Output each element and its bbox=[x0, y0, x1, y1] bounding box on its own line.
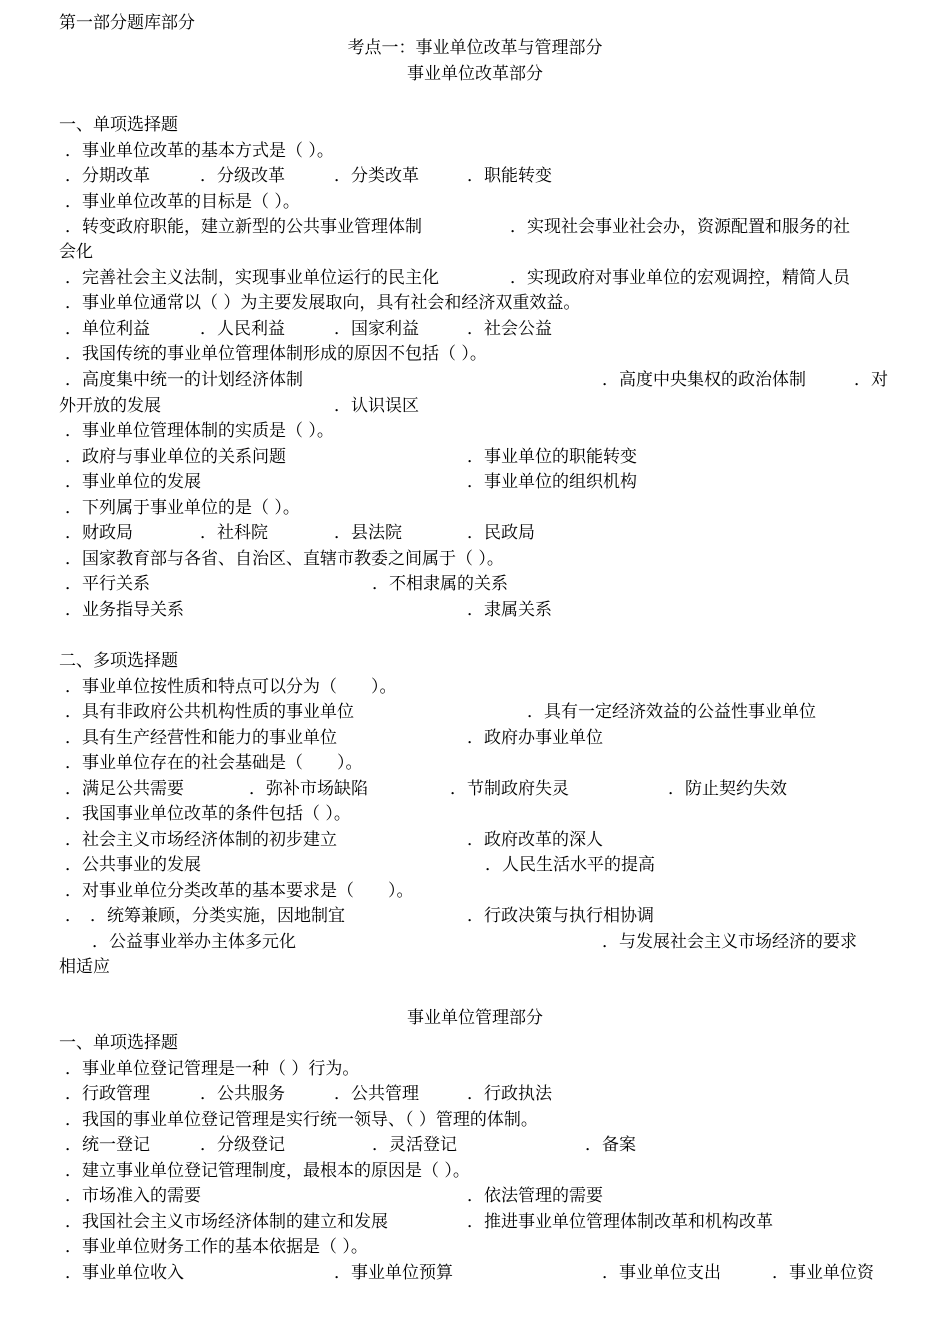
option-a: ．单位利益 bbox=[65, 319, 150, 339]
option-b: ．人民利益 bbox=[200, 319, 285, 339]
option-c: ．灵活登记 bbox=[372, 1135, 457, 1155]
option-a: ．转变政府职能，建立新型的公共事业管理体制 bbox=[65, 217, 422, 237]
option-c: ．公益事业举办主体多元化 bbox=[92, 932, 296, 952]
option-d: ．防止契约失效 bbox=[668, 779, 787, 799]
option-lead-mark: ． bbox=[65, 906, 82, 926]
option-d: ．事业单位资 bbox=[772, 1263, 874, 1283]
option-a: ．社会主义市场经济体制的初步建立 bbox=[65, 830, 337, 850]
option-d: ．与发展社会主义市场经济的要求 bbox=[602, 932, 857, 952]
option-a: ．事业单位收入 bbox=[65, 1263, 184, 1283]
option-c: ．县法院 bbox=[334, 523, 402, 543]
option-a: ．市场准入的需要 bbox=[65, 1186, 201, 1206]
question-stem: ．事业单位财务工作的基本依据是（ ）。 bbox=[65, 1237, 368, 1257]
option-c: ．事业单位支出 bbox=[602, 1263, 721, 1283]
option-d: ．认识误区 bbox=[334, 396, 419, 416]
option-c: ．完善社会主义法制，实现事业单位运行的民主化 bbox=[65, 268, 439, 288]
option-d: ．隶属关系 bbox=[467, 600, 552, 620]
option-b: ．分级改革 bbox=[200, 166, 285, 186]
question-stem: ．事业单位通常以（ ）为主要发展取向，具有社会和经济双重效益。 bbox=[65, 293, 581, 313]
option-b: ．政府改革的深人 bbox=[467, 830, 603, 850]
question-stem: ．我国的事业单位登记管理是实行统一领导、（ ）管理的体制。 bbox=[65, 1110, 538, 1130]
option-b: ．行政决策与执行相协调 bbox=[467, 906, 654, 926]
question-stem: ．事业单位改革的目标是（ ）。 bbox=[65, 192, 300, 212]
option-a: ．高度集中统一的计划经济体制 bbox=[65, 370, 303, 390]
option-d-continued: 相适应 bbox=[59, 957, 110, 977]
option-b: ．事业单位的职能转变 bbox=[467, 447, 637, 467]
question-stem: ．建立事业单位登记管理制度，最根本的原因是（ ）。 bbox=[65, 1161, 470, 1181]
option-b: ．公共服务 bbox=[200, 1084, 285, 1104]
option-b: ．事业单位预算 bbox=[334, 1263, 453, 1283]
option-c: ．业务指导关系 bbox=[65, 600, 184, 620]
option-c: ．公共管理 bbox=[334, 1084, 419, 1104]
option-d: ．职能转变 bbox=[467, 166, 552, 186]
option-c: ．国家利益 bbox=[334, 319, 419, 339]
option-c: ．事业单位的发展 bbox=[65, 472, 201, 492]
option-b: ．高度中央集权的政治体制 bbox=[602, 370, 806, 390]
option-b: ．社科院 bbox=[200, 523, 268, 543]
option-b: ．弥补市场缺陷 bbox=[249, 779, 368, 799]
question-stem: ．下列属于事业单位的是（ ）。 bbox=[65, 498, 300, 518]
option-c: ．具有生产经营性和能力的事业单位 bbox=[65, 728, 337, 748]
option-d: ．政府办事业单位 bbox=[467, 728, 603, 748]
option-d: ．备案 bbox=[585, 1135, 636, 1155]
option-b-continued: 会化 bbox=[59, 242, 93, 262]
option-b: ．分级登记 bbox=[200, 1135, 285, 1155]
option-a: ．行政管理 bbox=[65, 1084, 150, 1104]
option-c: ．节制政府失灵 bbox=[450, 779, 569, 799]
question-stem: ．事业单位改革的基本方式是（ ）。 bbox=[65, 141, 334, 161]
option-d: ．行政执法 bbox=[467, 1084, 552, 1104]
option-c: ．我国社会主义市场经济体制的建立和发展 bbox=[65, 1212, 388, 1232]
option-a: ．分期改革 bbox=[65, 166, 150, 186]
option-d: ．事业单位的组织机构 bbox=[467, 472, 637, 492]
question-stem: ．事业单位登记管理是一种（ ）行为。 bbox=[65, 1059, 360, 1079]
option-a: ．财政局 bbox=[65, 523, 133, 543]
section-title-management: 事业单位管理部分 bbox=[407, 1008, 543, 1028]
question-stem: ．事业单位存在的社会基础是（ ）。 bbox=[65, 753, 363, 773]
option-d: ．社会公益 bbox=[467, 319, 552, 339]
option-b: ．实现社会事业社会办，资源配置和服务的社 bbox=[510, 217, 850, 237]
option-c-continued: 外开放的发展 bbox=[59, 396, 161, 416]
question-stem: ．事业单位按性质和特点可以分为（ ）。 bbox=[65, 677, 397, 697]
question-stem: ．我国事业单位改革的条件包括（ ）。 bbox=[65, 804, 351, 824]
option-a: ．具有非政府公共机构性质的事业单位 bbox=[65, 702, 354, 722]
option-c: ．对 bbox=[854, 370, 888, 390]
option-a: ．政府与事业单位的关系问题 bbox=[65, 447, 286, 467]
option-d: ．民政局 bbox=[467, 523, 535, 543]
question-stem: ．国家教育部与各省、自治区、直辖市教委之间属于（ ）。 bbox=[65, 549, 504, 569]
option-a: ．统一登记 bbox=[65, 1135, 150, 1155]
heading-single-choice: 一、单项选择题 bbox=[59, 1033, 178, 1053]
option-c: ．公共事业的发展 bbox=[65, 855, 201, 875]
option-a: ．满足公共需要 bbox=[65, 779, 184, 799]
section-title-reform: 事业单位改革部分 bbox=[407, 64, 543, 84]
question-stem: ．事业单位管理体制的实质是（ ）。 bbox=[65, 421, 334, 441]
question-stem: ．我国传统的事业单位管理体制形成的原因不包括（ ）。 bbox=[65, 344, 487, 364]
heading-multiple-choice: 二、多项选择题 bbox=[59, 651, 178, 671]
part-label: 第一部分题库部分 bbox=[59, 13, 195, 33]
question-stem: ．对事业单位分类改革的基本要求是（ ）。 bbox=[65, 881, 414, 901]
heading-single-choice: 一、单项选择题 bbox=[59, 115, 178, 135]
option-b: ．具有一定经济效益的公益性事业单位 bbox=[527, 702, 816, 722]
option-b: ．不相隶属的关系 bbox=[372, 574, 508, 594]
main-title: 考点一：事业单位改革与管理部分 bbox=[347, 38, 603, 58]
option-d: ．人民生活水平的提高 bbox=[485, 855, 655, 875]
option-d: ．实现政府对事业单位的宏观调控，精简人员 bbox=[510, 268, 850, 288]
option-b: ．依法管理的需要 bbox=[467, 1186, 603, 1206]
option-a: ．统筹兼顾，分类实施，因地制宜 bbox=[90, 906, 345, 926]
option-c: ．分类改革 bbox=[334, 166, 419, 186]
option-d: ．推进事业单位管理体制改革和机构改革 bbox=[467, 1212, 773, 1232]
option-a: ．平行关系 bbox=[65, 574, 150, 594]
